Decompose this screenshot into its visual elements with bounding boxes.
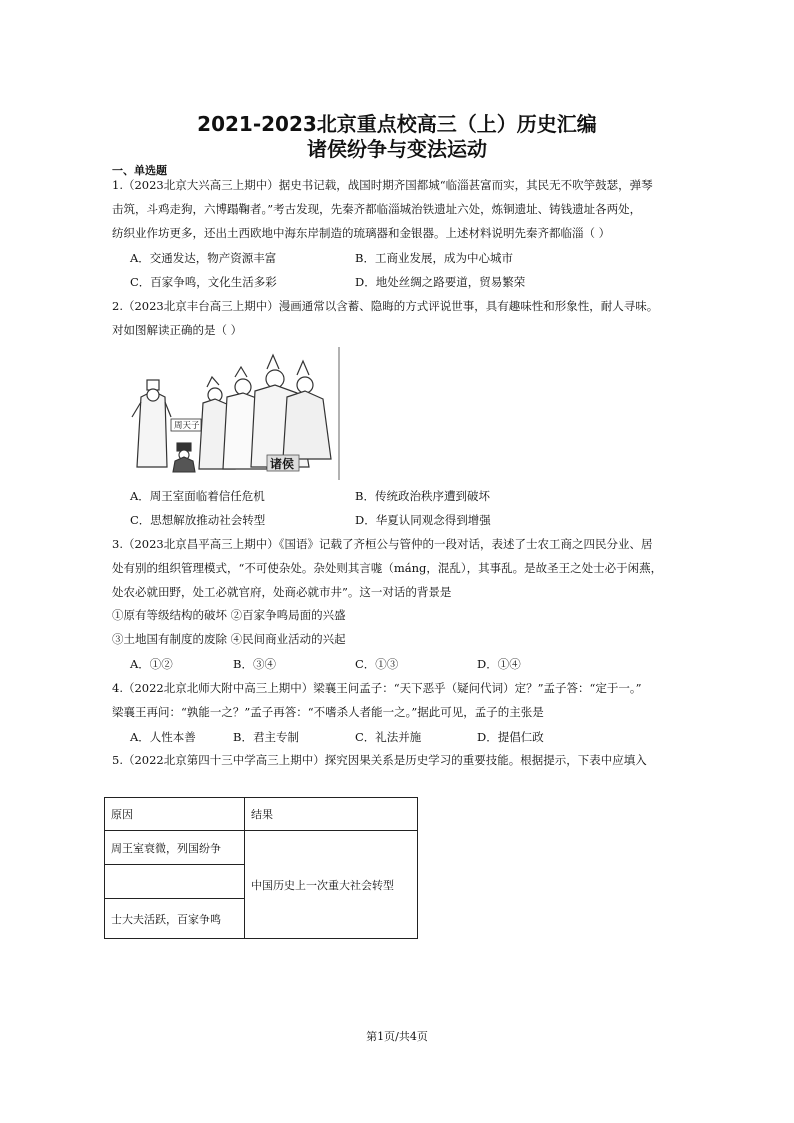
q1-line-3: 纺织业作坊更多，还出土西欧地中海东岸制造的琉璃器和金银器。上述材料说明先秦齐都临淄（ ） [112, 226, 611, 240]
q2-option-b[interactable]: B．传统政治秩序遭到破坏 [355, 489, 490, 503]
q2-option-c[interactable]: C．思想解放推动社会转型 [130, 513, 266, 527]
q1-line-2: 击筑，斗鸡走狗，六博蹋鞠者。”考古发现，先秦齐都临淄城治铁遗址六处，炼铜遗址、铸钱遗址各两处， [112, 202, 642, 216]
q4-line-1: 4.（2022北京北师大附中高三上期中）梁襄王问孟子：“天下恶乎（疑问代词）定？”孟子答：“定于一。” [112, 681, 642, 695]
q4-option-a[interactable]: A．人性本善 [130, 730, 196, 744]
q1-option-a[interactable]: A．交通发达，物产资源丰富 [130, 251, 277, 265]
q2-option-d[interactable]: D．华夏认同观念得到增强 [355, 513, 491, 527]
cause-effect-table [104, 797, 418, 939]
q4-option-b[interactable]: B．君主专制 [233, 730, 299, 744]
cartoon-label-king: 周天子 [174, 421, 200, 431]
q2-line-2: 对如图解读正确的是（ ） [112, 323, 243, 337]
q2-line-1: 2.（2023北京丰台高三上期中）漫画通常以含蓄、隐晦的方式评说世事，具有趣味性和形象性，耐人寻味。 [112, 299, 659, 313]
q1-option-c[interactable]: C．百家争鸣，文化生活多彩 [130, 275, 277, 289]
q4-line-2: 梁襄王再问：“孰能一之？”孟子再答：“不嗜杀人者能一之。”据此可见，孟子的主张是 [112, 705, 544, 719]
q3-option-a[interactable]: A．①② [130, 657, 173, 671]
q1-option-b[interactable]: B．工商业发展，成为中心城市 [355, 251, 513, 265]
q3-line-1: 3.（2023北京昌平高三上期中）《国语》记载了齐桓公与管仲的一段对话，表述了士农工商之四民分业、居 [112, 537, 653, 551]
table-cause-2-blank[interactable] [105, 865, 245, 899]
document-subtitle: 诸侯纷争与变法运动 [307, 137, 487, 161]
q3-line-2: 处有别的组织管理模式，“不可使杂处。杂处则其言哤（máng，混乱），其事乱。是故圣王之处士必于闲燕， [112, 561, 663, 575]
q3-line-3: 处农必就田野，处工必就官府，处商必就市井”。这一对话的背景是 [112, 585, 452, 599]
q3-line-5: ③土地国有制度的废除 ④民间商业活动的兴起 [112, 632, 346, 646]
q3-option-b[interactable]: B．③④ [233, 657, 276, 671]
q4-option-d[interactable]: D．提倡仁政 [477, 730, 544, 744]
q3-line-4: ①原有等级结构的破坏 ②百家争鸣局面的兴盛 [112, 608, 346, 622]
q3-option-c[interactable]: C．①③ [355, 657, 399, 671]
cartoon-label-lords: 诸侯 [270, 457, 295, 471]
table-header-result: 结果 [245, 798, 418, 831]
q5-line-1: 5.（2022北京第四十三中学高三上期中）探究因果关系是历史学习的重要技能。根据提示，下表中应填入 [112, 753, 647, 767]
section-heading: 一、单选题 [112, 164, 167, 177]
table-result: 中国历史上一次重大社会转型 [245, 831, 418, 939]
cartoon-image [127, 347, 341, 480]
table-cause-3: 士大夫活跃，百家争鸣 [105, 899, 245, 939]
q1-option-d[interactable]: D．地处丝绸之路要道，贸易繁荣 [355, 275, 526, 289]
q4-option-c[interactable]: C．礼法并施 [355, 730, 422, 744]
page-footer: 第1页/共4页 [366, 1030, 428, 1043]
table-header-cause: 原因 [105, 798, 245, 831]
table-cause-1: 周王室衰微，列国纷争 [105, 831, 245, 865]
q3-option-d[interactable]: D．①④ [477, 657, 521, 671]
document-title: 2021-2023北京重点校高三（上）历史汇编 [197, 112, 597, 136]
q2-option-a[interactable]: A．周王室面临着信任危机 [130, 489, 265, 503]
q1-line-1: 1.（2023北京大兴高三上期中）据史书记载，战国时期齐国都城“临淄甚富而实，其民无不吹竽鼓瑟，弹琴 [112, 178, 653, 192]
